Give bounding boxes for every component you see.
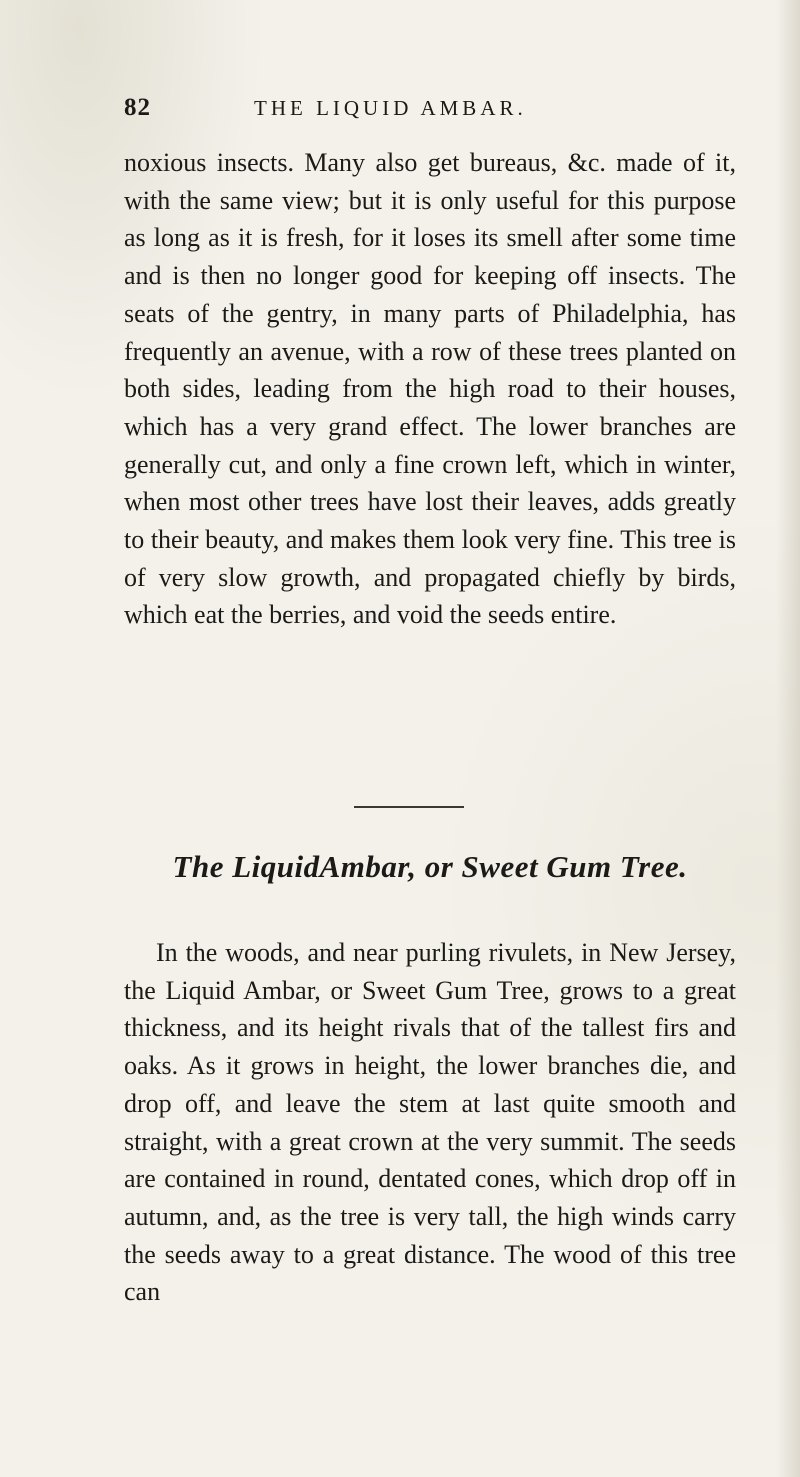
paragraph-continuation: noxious insects. Many also get bureaus, &c. made of it, with the same view; but it is only useful for this purpose as long as it is fresh, for it loses its smell after some time and is then no longer good for keeping off insects. The seats of the gentry, in many parts of Philadelphia, has frequently an avenue, with a row of these trees planted on both sides, leading from the high road to their houses, which has a very grand effect. The lower branches are generally cut, and only a fine crown left, which in winter, when most other trees have lost their leaves, adds greatly to their beauty, and makes them look very fine. This tree is of very slow growth, and propagated chiefly by birds, which eat the berries, and void the seeds entire. bbox=[124, 148, 736, 630]
running-head: THE LIQUID AMBAR. bbox=[254, 96, 527, 120]
section-title: The LiquidAmbar, or Sweet Gum Tree. bbox=[172, 849, 688, 884]
section-divider bbox=[354, 806, 464, 808]
page-number: 82 bbox=[124, 94, 151, 121]
paragraph-liquid-ambar: In the woods, and near purling rivulets, in New Jersey, the Liquid Ambar, or Sweet Gum Tree, grows to a great thickness, and its height rivals that of the tallest firs and oaks. As it grows in height, the lower branches die, and drop off, and leave the stem at last quite smooth and straight, with a great crown at the very summit. The seeds are contained in round, dentated cones, which drop off in autumn, and, as the tree is very tall, the high winds carry the seeds away to a great distance. The wood of this tree can bbox=[124, 938, 736, 1307]
page-edge-shadow bbox=[776, 0, 800, 1477]
page-header bbox=[124, 94, 734, 134]
